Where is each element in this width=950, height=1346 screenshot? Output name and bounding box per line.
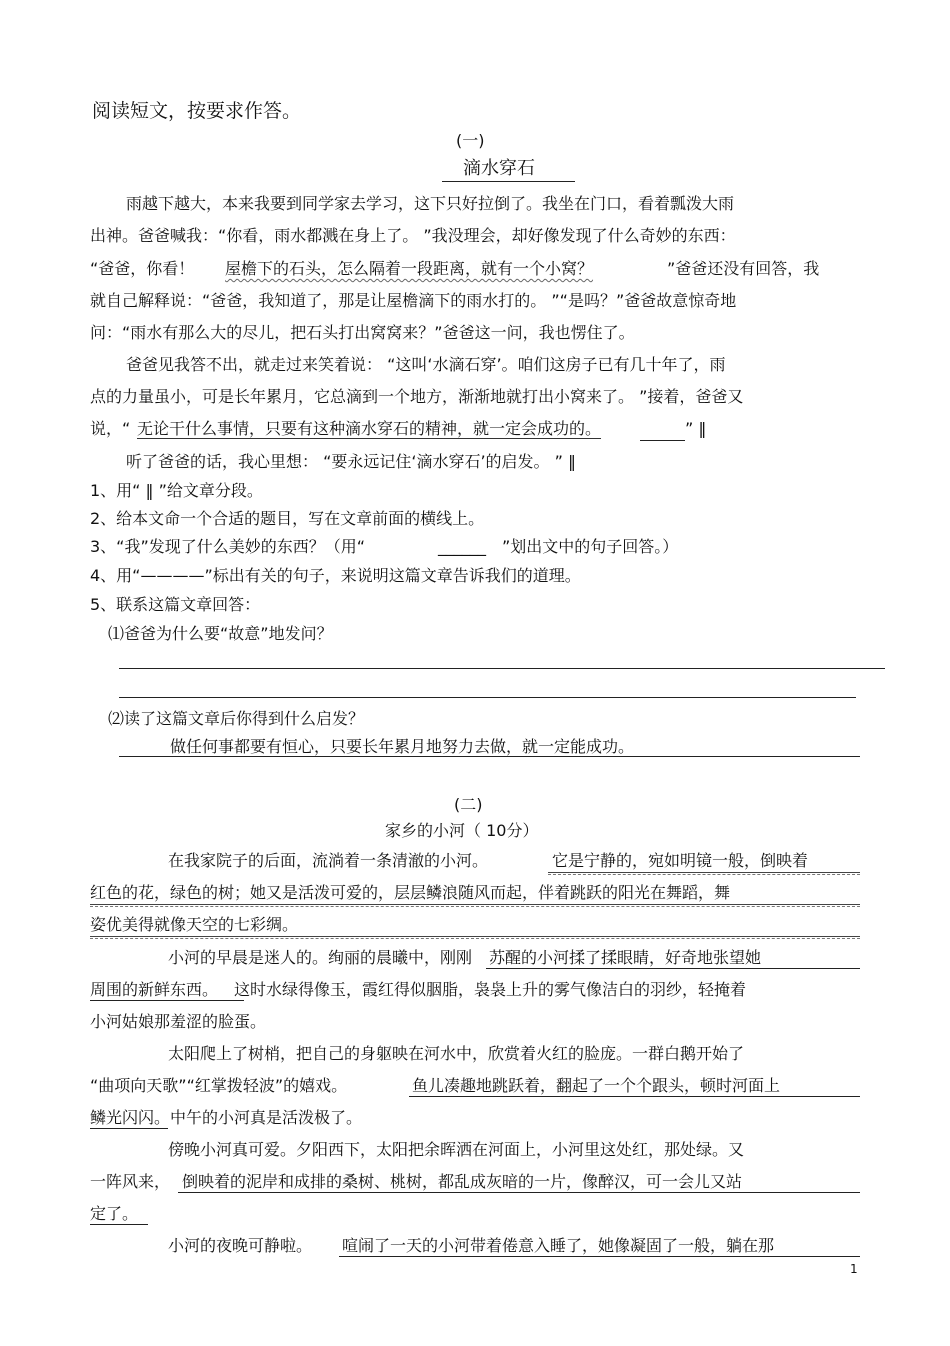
part1-number: (一) xyxy=(456,131,485,150)
underline-9 xyxy=(90,1128,168,1129)
p1-line-6: 爸爸见我答不出，就走过来笑着说： “这叫‘水滴石穿’。咱们这房子已有几十年了，雨 xyxy=(126,355,726,374)
p2-line-8b: 鱼儿凑趣地跳跃着，翻起了一个个跟头，顿时河面上 xyxy=(412,1076,781,1095)
p1-line-8c: ” ‖ xyxy=(685,419,707,438)
question-3a: 3、“我”发现了什么美妙的东西？（用“ xyxy=(90,537,366,556)
p2-line-7: 太阳爬上了树梢，把自己的身躯映在河水中，欣赏着火红的脸庞。一群白鹅开始了 xyxy=(168,1044,745,1063)
underline-8 xyxy=(409,1096,860,1097)
p1-wavy-sentence: 屋檐下的石头，怎么隔着一段距离，就有一个小窝？ xyxy=(225,259,594,278)
page-number: 1 xyxy=(850,1262,858,1276)
underline-5 xyxy=(90,1000,244,1001)
p2-line-3: 姿优美得就像天空的七彩绸。 xyxy=(90,915,299,934)
p2-line-13a: 小河的夜晚可静啦。 xyxy=(168,1236,313,1255)
question-1: 1、用“ ‖ ”给文章分段。 xyxy=(90,481,263,500)
underline-11 xyxy=(178,1192,860,1193)
question-4: 4、用“————”标出有关的句子，来说明这篇文章告诉我们的道理。 xyxy=(90,566,581,585)
question-5-1: ⑴爸爸为什么要“故意”地发问？ xyxy=(108,624,333,643)
p1-line-3c: ”爸爸还没有回答，我 xyxy=(667,259,820,278)
p1-line-8a: 说，“ xyxy=(90,419,131,438)
question-5-2: ⑵读了这篇文章后你得到什么启发？ xyxy=(108,709,365,728)
wavy-line-2 xyxy=(90,904,860,905)
p1-line-7: 点的力量虽小，可是长年累月，它总滴到一个地方，渐渐地就打出小窝来了。 ”接着，爸爸又 xyxy=(90,387,744,406)
wavy-line-3 xyxy=(90,936,860,937)
underline-4 xyxy=(486,968,860,969)
p1-line-9: 听了爸爸的话，我心里想： “要永远记住‘滴水穿石’的启发。 ” ‖ xyxy=(126,452,577,471)
p2-line-9a: 鳞光闪闪。 xyxy=(90,1108,171,1127)
p2-line-1b: 它是宁静的，宛如明镜一般，倒映着 xyxy=(552,851,809,870)
p2-line-1a: 在我家院子的后面，流淌着一条清澈的小河。 xyxy=(168,851,489,870)
p2-line-12: 定了。 xyxy=(90,1204,139,1223)
p2-line-2: 红色的花，绿色的树；她又是活泼可爱的，层层鳞浪随风而起，伴着跳跃的阳光在舞蹈，舞 xyxy=(90,883,731,902)
p1-moral-sentence: 无论干什么事情，只要有这种滴水穿石的精神，就一定会成功的。 xyxy=(137,419,602,438)
answer-5-2: 做任何事都要有恒心，只要长年累月地努力去做，就一定能成功。 xyxy=(170,737,635,756)
answer-line-1[interactable] xyxy=(119,668,885,669)
p2-line-9b: 中午的小河真是活泼极了。 xyxy=(170,1108,363,1127)
title-underline xyxy=(442,181,575,182)
p2-line-5a: 周围的新鲜东西。 xyxy=(90,980,219,999)
part1-title: 滴水穿石 xyxy=(463,158,535,179)
p2-line-11a: 一阵风来， xyxy=(90,1172,171,1191)
p1-line-2: 出神。爸爸喊我：“你看，雨水都溅在身上了。 ”我没理会，却好像发现了什么奇妙的东西： xyxy=(90,226,736,245)
part2-number: (二) xyxy=(454,795,483,814)
p2-line-13b: 喧闹了一天的小河带着倦意入睡了，她像凝固了一般，躺在那 xyxy=(342,1236,775,1255)
p2-line-5b: 这时水绿得像玉，霞红得似胭脂，袅袅上升的雾气像洁白的羽纱，轻掩着 xyxy=(234,980,747,999)
p1-line-4: 就自己解释说：“爸爸，我知道了，那是让屋檐滴下的雨水打的。 ”“是吗？”爸爸故意惊奇地 xyxy=(90,291,737,310)
p2-line-11b: 倒映着的泥岸和成排的桑树、桃树，都乱成灰暗的一片，像醉汉，可一会儿又站 xyxy=(182,1172,743,1191)
p2-line-4a: 小河的早晨是迷人的。绚丽的晨曦中，刚刚 xyxy=(168,948,473,967)
answer-line-2[interactable] xyxy=(119,697,856,698)
instruction: 阅读短文，按要求作答。 xyxy=(92,100,302,122)
part2-title: 家乡的小河（ 10分） xyxy=(385,821,539,840)
question-3-blank: ______ xyxy=(438,537,486,556)
underline-13 xyxy=(339,1256,860,1257)
moral-underline-ext xyxy=(640,440,685,441)
p2-line-6: 小河姑娘那羞涩的脸蛋。 xyxy=(90,1012,267,1031)
p2-line-10: 傍晚小河真可爱。夕阳西下，太阳把余晖洒在河面上，小河里这处红，那处绿。又 xyxy=(168,1140,745,1159)
p2-line-4b: 苏醒的小河揉了揉眼睛，好奇地张望她 xyxy=(489,948,762,967)
underline-12 xyxy=(90,1224,148,1225)
p1-line-1: 雨越下越大，本来我要到同学家去学习，这下只好拉倒了。我坐在门口，看着瓢泼大雨 xyxy=(126,194,735,213)
p1-line-5: 问：“雨水有那么大的尽儿，把石头打出窝窝来？”爸爸这一问，我也愣住了。 xyxy=(90,323,635,342)
question-5: 5、联系这篇文章回答： xyxy=(90,595,261,614)
question-2: 2、给本文命一个合适的题目，写在文章前面的横线上。 xyxy=(90,509,485,528)
p2-line-8a: “曲项向天歌”“红掌拨轻波”的嬉戏。 xyxy=(90,1076,348,1095)
question-3b: ”划出文中的句子回答。） xyxy=(502,537,679,556)
p1-line-3a: “爸爸，你看！ xyxy=(90,259,195,278)
wavy-line-1 xyxy=(548,872,860,873)
